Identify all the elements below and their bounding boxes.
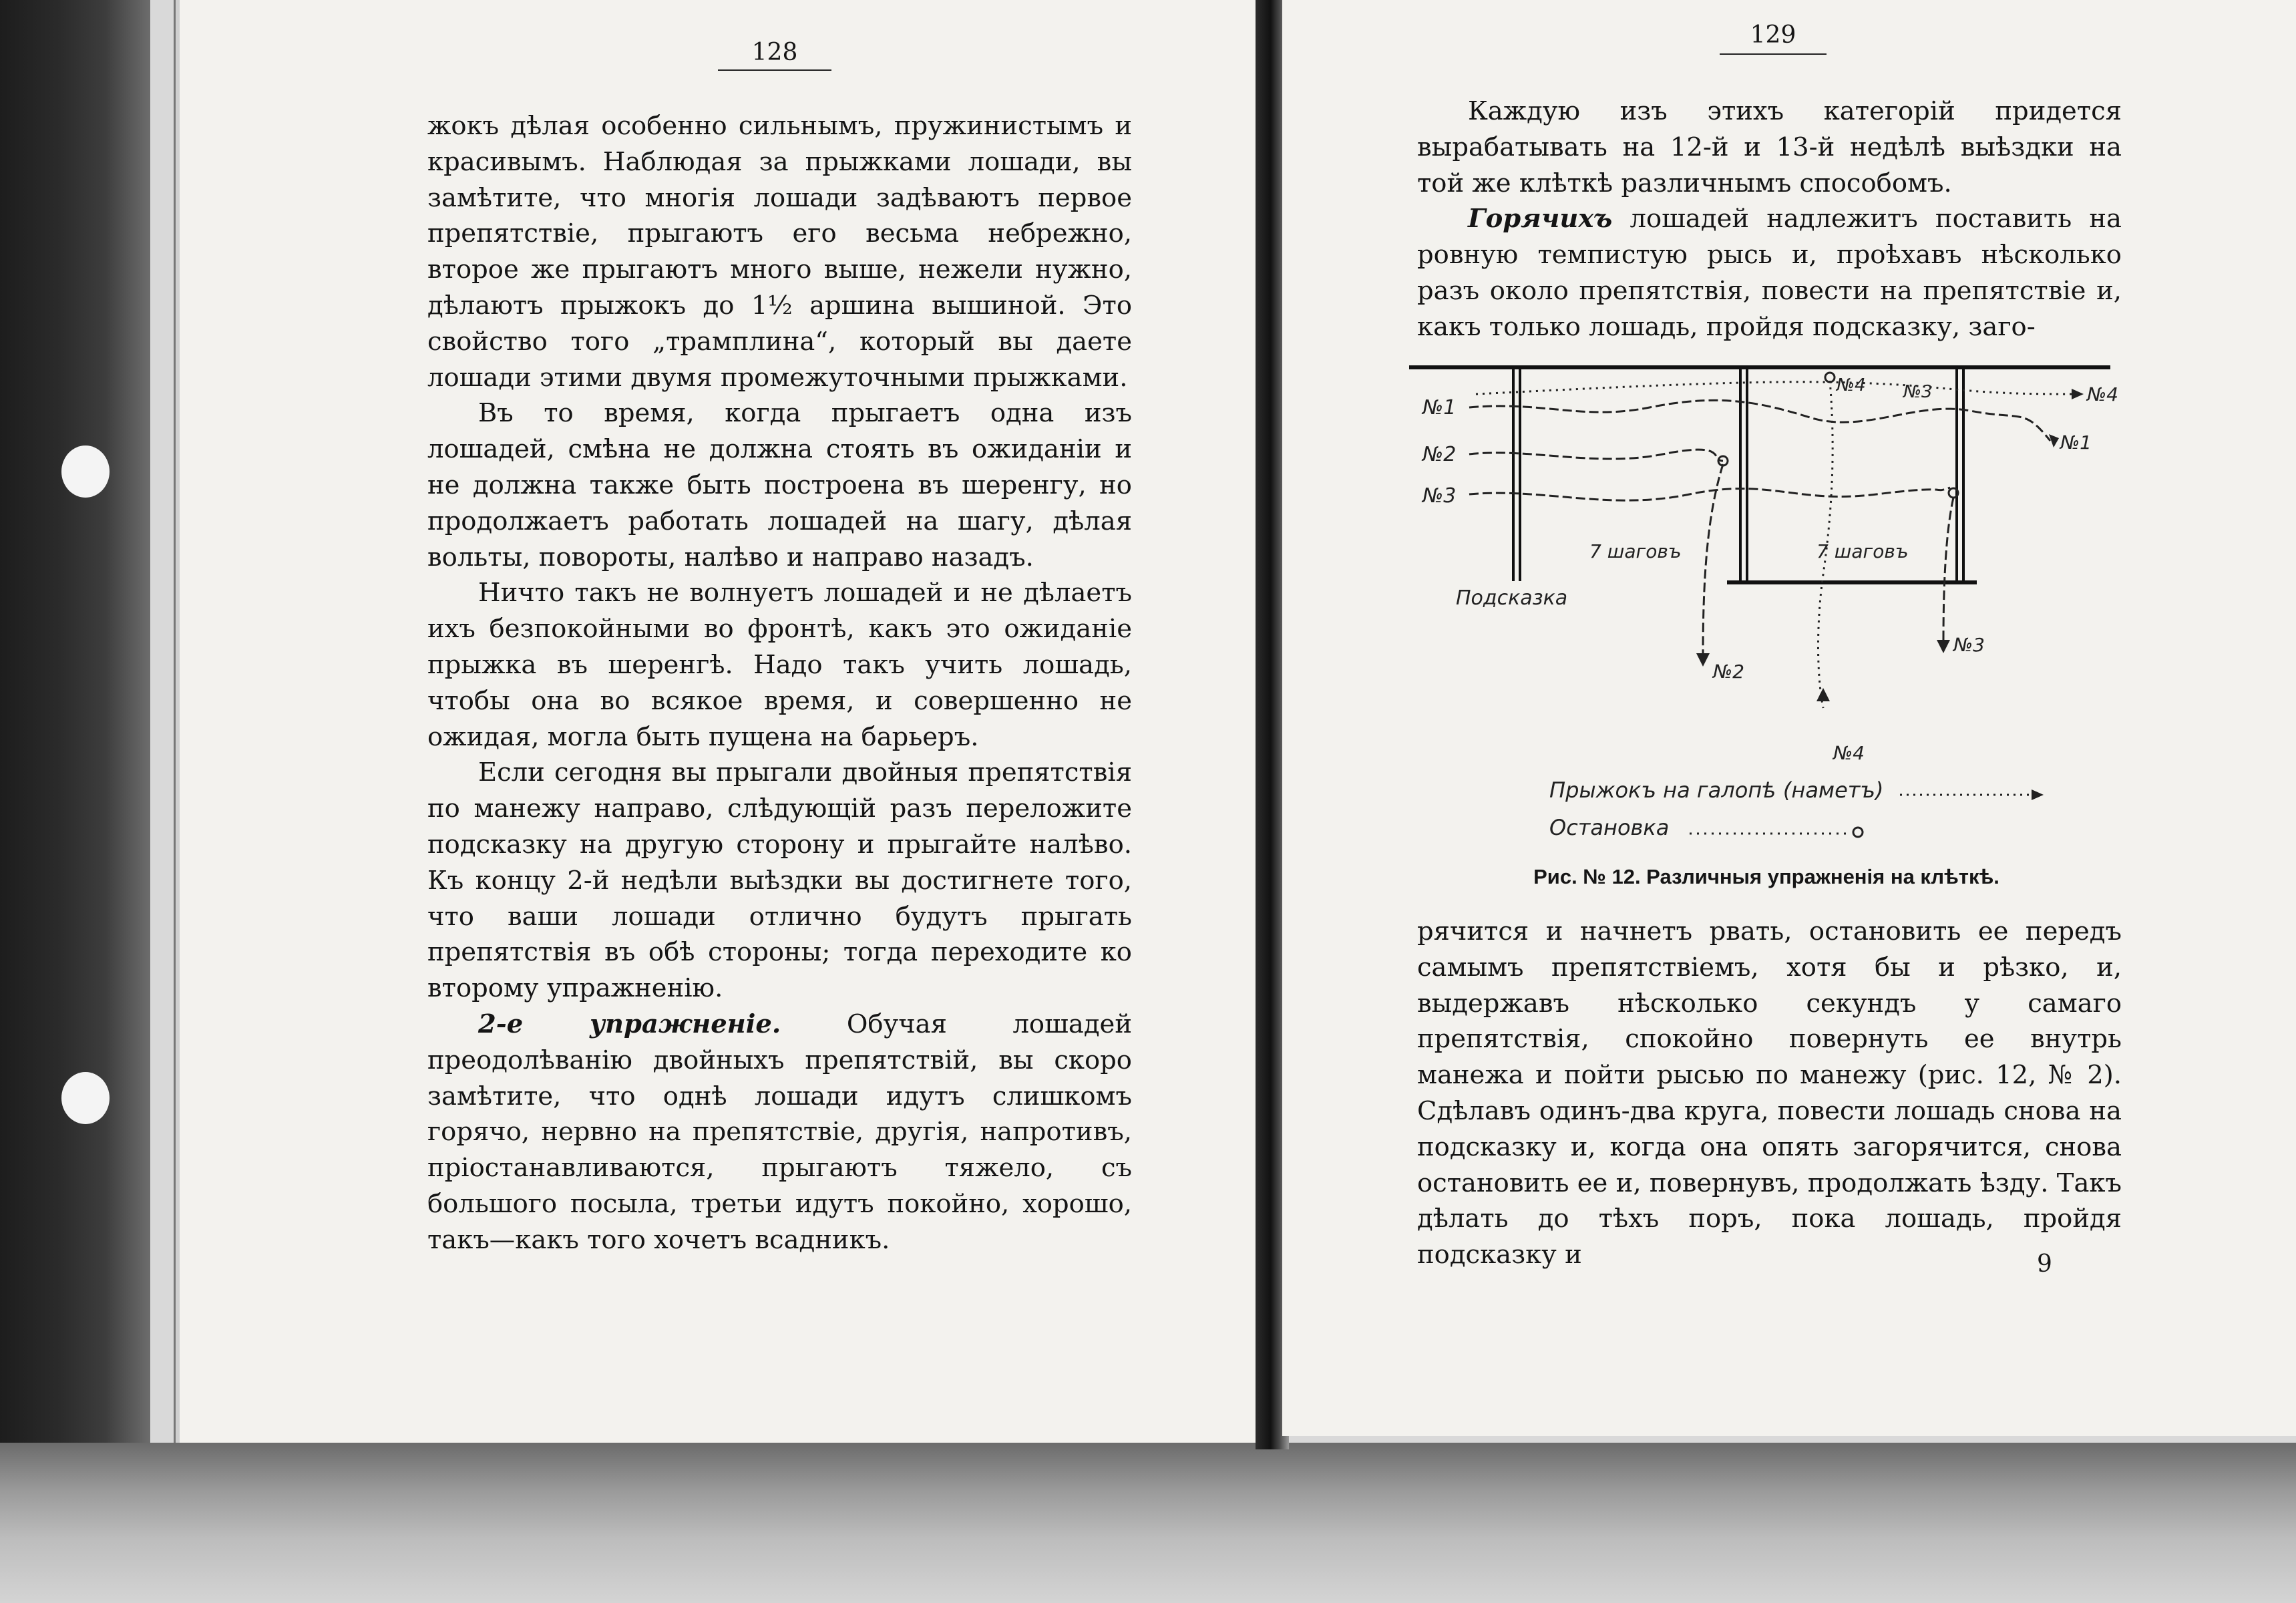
right-paragraph-2-text: лошадей надлежитъ поставить на ровную темпистую рысь и, проѣхавъ нѣсколько разъ около препятствія, повести на препятствіе и, какъ только лошадь, пройдя подсказку, заго- (1417, 204, 2122, 342)
label-n4-right: №4 (2087, 383, 2118, 405)
label-n4-top: №4 (1837, 375, 1866, 395)
figure-caption: Рис. № 12. Различныя упражненія на клѣткѣ. (1533, 865, 1999, 888)
scan-border-bottom (0, 1443, 2296, 1603)
legend-gallop: Прыжокъ на галопѣ (наметъ) (1549, 777, 1884, 803)
right-page-text-bottom (1417, 914, 2122, 1273)
right-page-number: 129 (1750, 21, 1796, 49)
legend-stop-marker (1853, 828, 1863, 837)
right-paragraph-2 (1417, 201, 2122, 345)
label-steps-right: 7 шаговъ (1816, 540, 1909, 562)
label-n4-bottom: №4 (1833, 742, 1865, 764)
punch-hole-top (61, 446, 110, 498)
left-paragraph-5-text: Обучая лошадей преодолѣванію двойныхъ препятствій, вы скоро замѣтите, что однѣ лошади идутъ слишкомъ горячо, нервно на препятствіе, другія, напротивъ, пріостанавливаются, прыгаютъ тяжело, съ большого посыла, третьи идутъ покойно, хорошо, такъ—какъ того хочетъ всадникъ. (427, 1009, 1132, 1255)
scan-border-left (0, 0, 150, 1603)
hot-horses-heading: Горячихъ (1468, 204, 1613, 234)
label-n2-bottom: №2 (1713, 661, 1744, 683)
label-n1: №1 (1422, 396, 1457, 419)
label-n3-top: №3 (1903, 382, 1933, 402)
left-paragraph-5 (427, 1007, 1132, 1258)
label-steps-left: 7 шаговъ (1589, 540, 1682, 562)
label-n3: №3 (1422, 484, 1457, 508)
legend-gallop-arrow (2032, 789, 2044, 800)
punch-hole-bottom (61, 1072, 110, 1124)
left-paragraph-3: Ничто такъ не волнуетъ лошадей и не дѣлаетъ ихъ безпокойными во фронтѣ, какъ это ожиданіе прыжка въ шеренгѣ. Надо такъ учить лошадь, чтобы она во всякое время, и совершенно не ожидая, могла быть пущена на барьеръ. (427, 578, 1132, 752)
left-paragraph-4: Если сегодня вы прыгали двойныя препятствія по манежу направо, слѣдующій разъ переложите подсказку на другую сторону и прыгайте налѣво. Къ концу 2-й недѣли выѣздки вы достигнете того, что ваши лошади отлично будутъ прыгать препятствія въ обѣ стороны; тогда переходите ко второму упражненію. (427, 757, 1132, 1004)
exercise-2-heading: 2-е упражненіе. (478, 1009, 781, 1039)
right-page-number-rule (1720, 53, 1827, 55)
label-podskazka: Подсказка (1456, 586, 1568, 610)
label-n3-bottom: №3 (1953, 634, 1985, 656)
path-n4 (1476, 381, 2077, 708)
right-page-text-top (1417, 94, 2122, 345)
signature-mark: 9 (2037, 1250, 2052, 1278)
left-paragraph-2: Въ то время, когда прыгаетъ одна изъ лошадей, смѣна не должна стоять въ ожиданіи и не должна также быть построена въ шеренгу, но продолжаетъ работать лошадей на шагу, дѣлая вольты, повороты, налѣво и направо назадъ. (427, 398, 1132, 572)
jumping-grid-diagram (1409, 354, 2124, 862)
label-n1-right: №1 (2060, 431, 2092, 454)
left-page-number-rule (718, 69, 831, 71)
left-paragraph-1: жокъ дѣлая особенно сильнымъ, пружинистымъ и красивымъ. Наблюдая за прыжками лошади, вы замѣтите, что многія лошади задѣваютъ первое препятствіе, прыгаютъ его весьма небрежно, второе же прыгаютъ много выше, нежели нужно, дѣлаютъ прыжокъ до 1½ аршина вышиной. Это свойство того „трамплина“, который вы даете лошади этими двумя промежуточными прыжками. (427, 111, 1132, 393)
legend-stop: Остановка (1549, 815, 1670, 840)
right-paragraph-3: рячится и начнетъ рвать, остановить ее передъ самымъ препятствіемъ, хотя бы и рѣзко, и, выдержавъ нѣсколько секундъ у самаго препятствія, спокойно повернуть ее внутрь манежа и пойти рысью по манежу (рис. 12, № 2). Сдѣлавъ одинъ-два круга, повести лошадь снова на подсказку и, когда она опять загорячится, снова остановить ее и, повернувъ, продолжать ѣзду. Такъ дѣлать до тѣхъ поръ, пока лошадь, пройдя подсказку и (1417, 916, 2122, 1270)
left-page-text (427, 108, 1132, 1258)
left-page-number: 128 (751, 39, 798, 66)
right-paragraph-1: Каждую изъ этихъ категорій придется вырабатывать на 12-й и 13-й недѣлѣ выѣздки на той же клѣткѣ различнымъ способомъ. (1417, 96, 2122, 198)
figure-12 (1409, 354, 2124, 862)
label-n2: №2 (1422, 443, 1457, 466)
